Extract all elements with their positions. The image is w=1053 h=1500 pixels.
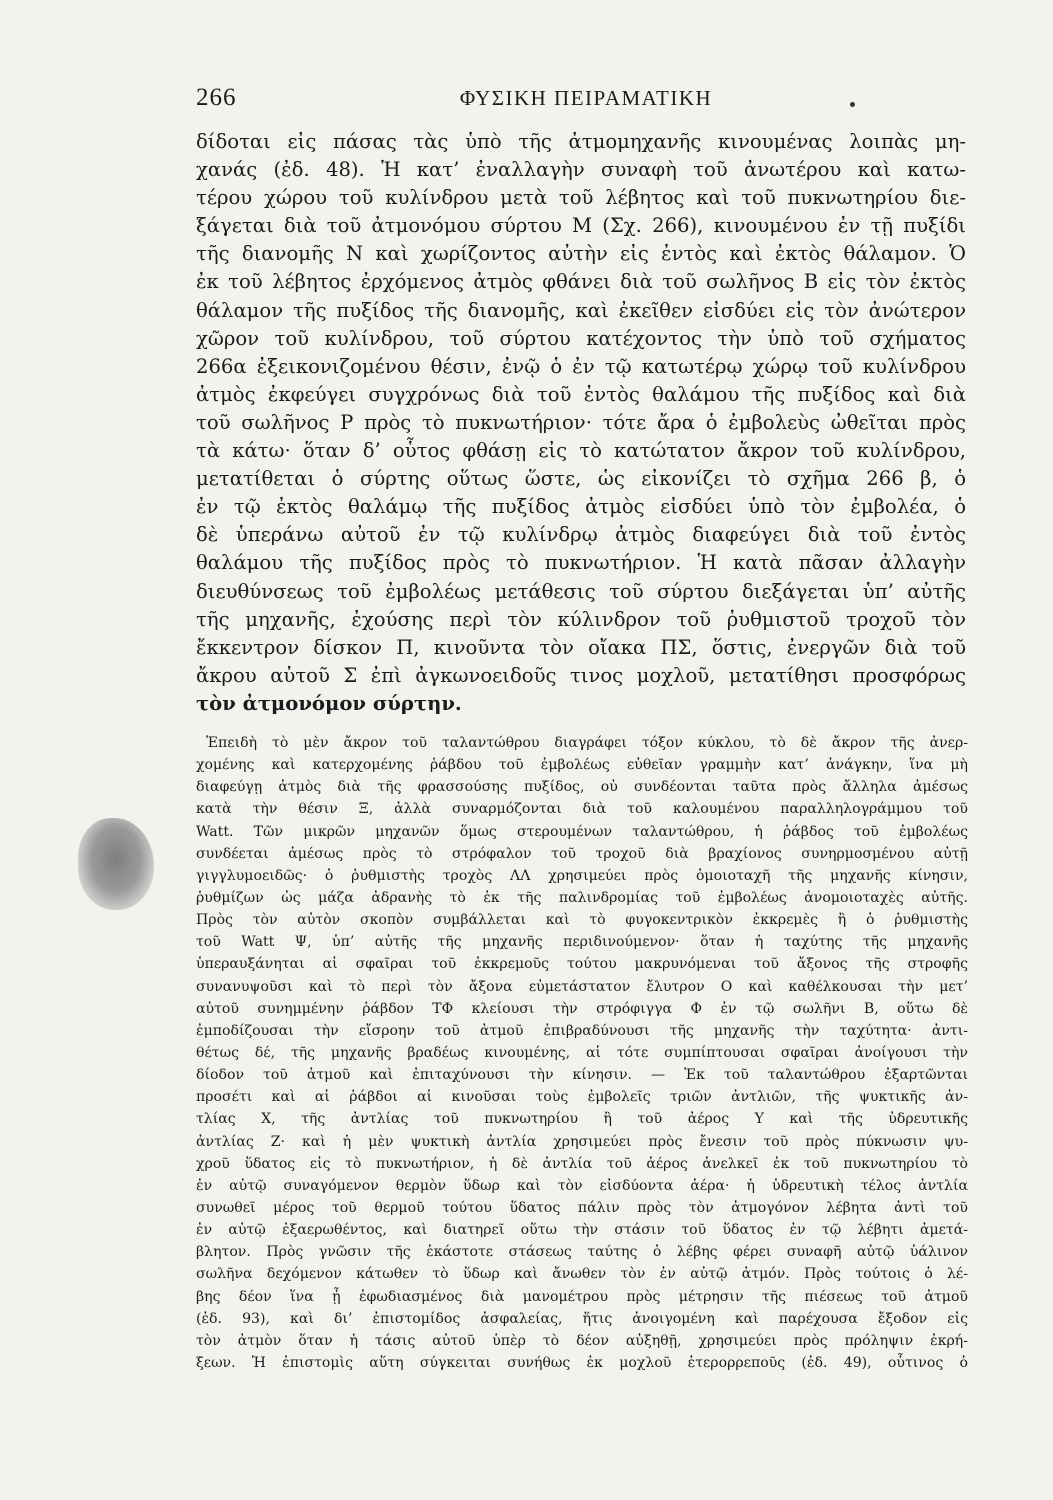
note-line: προσέτι καὶ αἱ ῥάβδοι αἱ κινοῦσαι τοὺς ἐμβολεῖς τριῶν ἀντλιῶν, τῆς ψυκτικῆς ἀν- [196, 1089, 968, 1106]
note-line: ἐν αὐτῷ συναγόμενον θερμὸν ὕδωρ καὶ τὸν εἰσδύοντα ἀέρα· ἡ ὑδρευτικὴ τέλος ἀντλία [196, 1177, 968, 1194]
note-line: ἀντλίας Ζ· καὶ ἡ μὲν ψυκτικὴ ἀντλία χρησιμεύει πρὸς ἔνεσιν τοῦ πρὸς πύκνωσιν ψυ- [196, 1133, 968, 1150]
text-line: τέρου χώρου τοῦ κυλίνδρου μετὰ τοῦ λέβητος καὶ τοῦ πυκνωτηρίου διε- [196, 186, 966, 210]
text-line: ἐκ τοῦ λέβητος ἐρχόμενος ἀτμὸς φθάνει διὰ τοῦ σωλῆνος Β εἰς τὸν ἐκτὸς [196, 270, 966, 294]
text-line: 266α ἐξεικονιζομένου θέσιν, ἐνῷ ὁ ἐν τῷ κατωτέρῳ χώρῳ τοῦ κυλίνδρου [196, 354, 966, 378]
text-line: χανάς (ἐδ. 48). Ἡ κατ’ ἐναλλαγὴν συναφὴ τοῦ ἀνωτέρου καὶ κατω- [196, 158, 966, 182]
note-line: συνανυψοῦσι καὶ τὸ περὶ τὸν ἄξονα εὐμετάστατον ἔλυτρον Ο καὶ καθέλκουσαι τὴν μετ’ [196, 978, 968, 995]
text-line: ἄκρου αὐτοῦ Σ ἐπὶ ἀγκωνοειδοῦς τινος μοχλοῦ, μετατίθησι προσφόρως [196, 663, 966, 687]
note-line: δίοδον τοῦ ἀτμοῦ καὶ ἐπιταχύνουσι τὴν κίνησιν. — Ἐκ τοῦ ταλαντώθρου ἐξαρτῶνται [196, 1067, 968, 1084]
text-line: διευθύνσεως τοῦ ἐμβολέως μετάθεσις τοῦ σύρτου διεξάγεται ὑπ’ αὐτῆς [196, 579, 966, 603]
note-line: σωλῆνα δεχόμενον κάτωθεν τὸ ὕδωρ καὶ ἄνωθεν τὸν ἐν αὐτῷ ἀτμόν. Πρὸς τούτοις ὁ λέ- [196, 1266, 968, 1283]
note-line: θέτως δέ, τῆς μηχανῆς βραδέως κινουμένης, αἱ τότε συμπίπτουσαι σφαῖραι ἀνοίγουσι τὴν [196, 1044, 968, 1061]
text-line: δὲ ὑπεράνω αὐτοῦ ἐν τῷ κυλίνδρῳ ἀτμὸς διαφεύγει διὰ τοῦ ἐντὸς [196, 523, 966, 547]
note-line: ῥυθμίζων ὡς μάζα ἀδρανὴς τὸ ἐκ τῆς παλινδρομίας τοῦ ἐμβολέως ἀνομοιοταχὲς αὐτῆς. [196, 889, 968, 906]
note-line: γιγγλυμοειδῶς· ὁ ῥυθμιστὴς τροχὸς ΛΛ χρησιμεύει πρὸς ὁμοιοταχῆ τῆς μηχανῆς κίνησιν, [196, 867, 968, 884]
text-line: ἀτμὸς ἐκφεύγει συγχρόνως διὰ τοῦ ἐντὸς θαλάμου τῆς πυξίδος καὶ διὰ [196, 382, 966, 406]
note-line: συνωθεῖ μέρος τοῦ θερμοῦ τούτου ὕδατος πάλιν πρὸς τὸν ἀτμογόνον λέβητα ἀντὶ τοῦ [196, 1199, 968, 1216]
text-line: θάλαμον τῆς πυξίδος τῆς διανομῆς, καὶ ἐκεῖθεν εἰσδύει εἰς τὸν ἀνώτερον [196, 298, 966, 322]
note-line: κατὰ τὴν θέσιν Ξ, ἀλλὰ συναρμόζονται διὰ τοῦ καλουμένου παραλληλογράμμου τοῦ [196, 801, 968, 818]
note-line: διαφεύγῃ ἀτμὸς διὰ τῆς φρασσούσης πυξίδος, οὐ συνδέονται ταῦτα πρὸς ἄλληλα ἀμέσως [196, 779, 968, 796]
note-line: βης δέον ἵνα ᾖ ἐφωδιασμένος διὰ μανομέτρου πρὸς μέτρησιν τῆς πιέσεως τοῦ ἀτμοῦ [196, 1288, 968, 1305]
note-line: ξεων. Ἡ ἐπιστομὶς αὕτη σύγκειται συνήθως ἐκ μοχλοῦ ἑτερορρεποῦς (ἐδ. 49), οὗτινος ὁ [196, 1354, 968, 1371]
note-line: Πρὸς τὸν αὐτὸν σκοπὸν συμβάλλεται καὶ τὸ φυγοκεντρικὸν ἐκκρεμὲς ἢ ὁ ῥυθμιστὴς [196, 912, 968, 929]
text-line: τὸν ἀτμονόμον σύρτην. [196, 691, 462, 715]
text-line: τῆς μηχανῆς, ἐχούσης περὶ τὸν κύλινδρον τοῦ ῥυθμιστοῦ τροχοῦ τὸν [196, 607, 966, 631]
note-line: αὐτοῦ συνημμένην ῥάβδον ΤΦ κλείουσι τὴν στρόφιγγα Φ ἐν τῷ σωλῆνι Β, οὕτω δὲ [196, 1000, 968, 1017]
note-line: Watt. Τῶν μικρῶν μηχανῶν ὅμως στερουμένων ταλαντώθρου, ἡ ῥάβδος τοῦ ἐμβολέως [196, 823, 968, 840]
text-line: ξάγεται διὰ τοῦ ἀτμονόμου σύρτου Μ (Σχ. 266), κινουμένου ἐν τῇ πυξίδι [196, 214, 966, 238]
note-line: τὸν ἀτμὸν ὅταν ἡ τάσις αὐτοῦ ὑπὲρ τὸ δέον αὐξηθῇ, χρησιμεύει πρὸς πρόληψιν ἐκρή- [196, 1332, 968, 1349]
text-line: ἔκκεντρον δίσκον Π, κινοῦντα τὸν οἴακα ΠΣ, ὅστις, ἐνεργῶν διὰ τοῦ [196, 635, 966, 659]
text-line: τὰ κάτω· ὅταν δ’ οὗτος φθάσῃ εἰς τὸ κατώτατον ἄκρον τοῦ κυλίνδρου, [196, 439, 966, 463]
page-header [196, 84, 976, 118]
running-head: ΦΥΣΙΚΗ ΠΕΙΡΑΜΑΤΙΚΗ [459, 86, 713, 110]
text-line: τοῦ σωλῆνος Ρ πρὸς τὸ πυκνωτήριον· τότε ἄρα ὁ ἐμβολεὺς ὠθεῖται πρὸς [196, 410, 966, 434]
note-line: ὑπεραυξάνηται αἱ σφαῖραι τοῦ ἐκκρεμοῦς τούτου μακρυνόμεναι τοῦ ἄξονος τῆς στροφῆς [196, 956, 968, 973]
note-line: τλίας Χ, τῆς ἀντλίας τοῦ πυκνωτηρίου ἢ τοῦ ἀέρος Υ καὶ τῆς ὑδρευτικῆς [196, 1111, 968, 1128]
note-line: ἐν αὐτῷ ἐξαερωθέντος, καὶ διατηρεῖ οὕτω τὴν στάσιν τοῦ ὕδατος ἐν τῷ λέβητι ἀμετά- [196, 1222, 968, 1239]
main-paragraph [196, 128, 966, 718]
note-line: χομένης καὶ κατερχομένης ῥάβδου τοῦ ἐμβολέως εὐθεῖαν γραμμὴν κατ’ ἀνάγκην, ἵνα μὴ [196, 757, 968, 774]
note-line: συνδέεται ἀμέσως πρὸς τὸ στρόφαλον τοῦ τροχοῦ διὰ βραχίονος συνηρμοσμένου αὐτῇ [196, 845, 968, 862]
note-line: τοῦ Watt Ψ, ὑπ’ αὐτῆς τῆς μηχανῆς περιδινούμενον· ὅταν ἡ ταχύτης τῆς μηχανῆς [196, 934, 968, 951]
note-line: βλητον. Πρὸς γνῶσιν τῆς ἑκάστοτε στάσεως ταύτης ὁ λέβης φέρει συναφῆ αὐτῷ ὑάλινον [196, 1244, 968, 1261]
text-line: ἐν τῷ ἐκτὸς θαλάμῳ τῆς πυξίδος ἀτμὸς εἰσδύει ὑπὸ τὸν ἐμβολέα, ὁ [196, 495, 966, 519]
ink-stain [78, 818, 154, 910]
text-line: χῶρον τοῦ κυλίνδρου, τοῦ σύρτου κατέχοντος τὴν ὑπὸ τοῦ σχήματος [196, 326, 966, 350]
page-number: 266 [196, 84, 237, 111]
text-line: δίδοται εἰς πάσας τὰς ὑπὸ τῆς ἀτμομηχανῆς κινουμένας λοιπὰς μη- [196, 130, 966, 153]
text-line: θαλάμου τῆς πυξίδος πρὸς τὸ πυκνωτήριον. Ἡ κατὰ πᾶσαν ἀλλαγὴν [196, 551, 966, 575]
text-line: τῆς διανομῆς Ν καὶ χωρίζοντος αὐτὴν εἰς ἐντὸς καὶ ἐκτὸς θάλαμον. Ὁ [196, 242, 966, 266]
note-line: ἐμποδίζουσαι τὴν εἴσροην τοῦ ἀτμοῦ ἐπιβραδύνουσι τῆς μηχανῆς τὴν ταχύτητα· ἀντι- [196, 1022, 968, 1039]
small-print-paragraph [196, 732, 968, 1374]
note-line: (ἐδ. 93), καὶ δι’ ἐπιστομίδος ἀσφαλείας, ἥτις ἀνοιγομένη καὶ παρέχουσα ἔξοδον εἰς [196, 1310, 968, 1327]
note-line: χροῦ ὕδατος εἰς τὸ πυκνωτήριον, ἡ δὲ ἀντλία τοῦ ἀέρος ἀνελκεῖ ἐκ τοῦ πυκνωτηρίου τὸ [196, 1155, 968, 1172]
note-line: Ἐπειδὴ τὸ μὲν ἄκρον τοῦ ταλαντώθρου διαγράφει τόξον κύκλου, τὸ δὲ ἄκρον τῆς ἀνερ- [206, 735, 968, 751]
text-line: μετατίθεται ὁ σύρτης οὕτως ὥστε, ὡς εἰκονίζει τὸ σχῆμα 266 β, ὁ [196, 467, 966, 491]
